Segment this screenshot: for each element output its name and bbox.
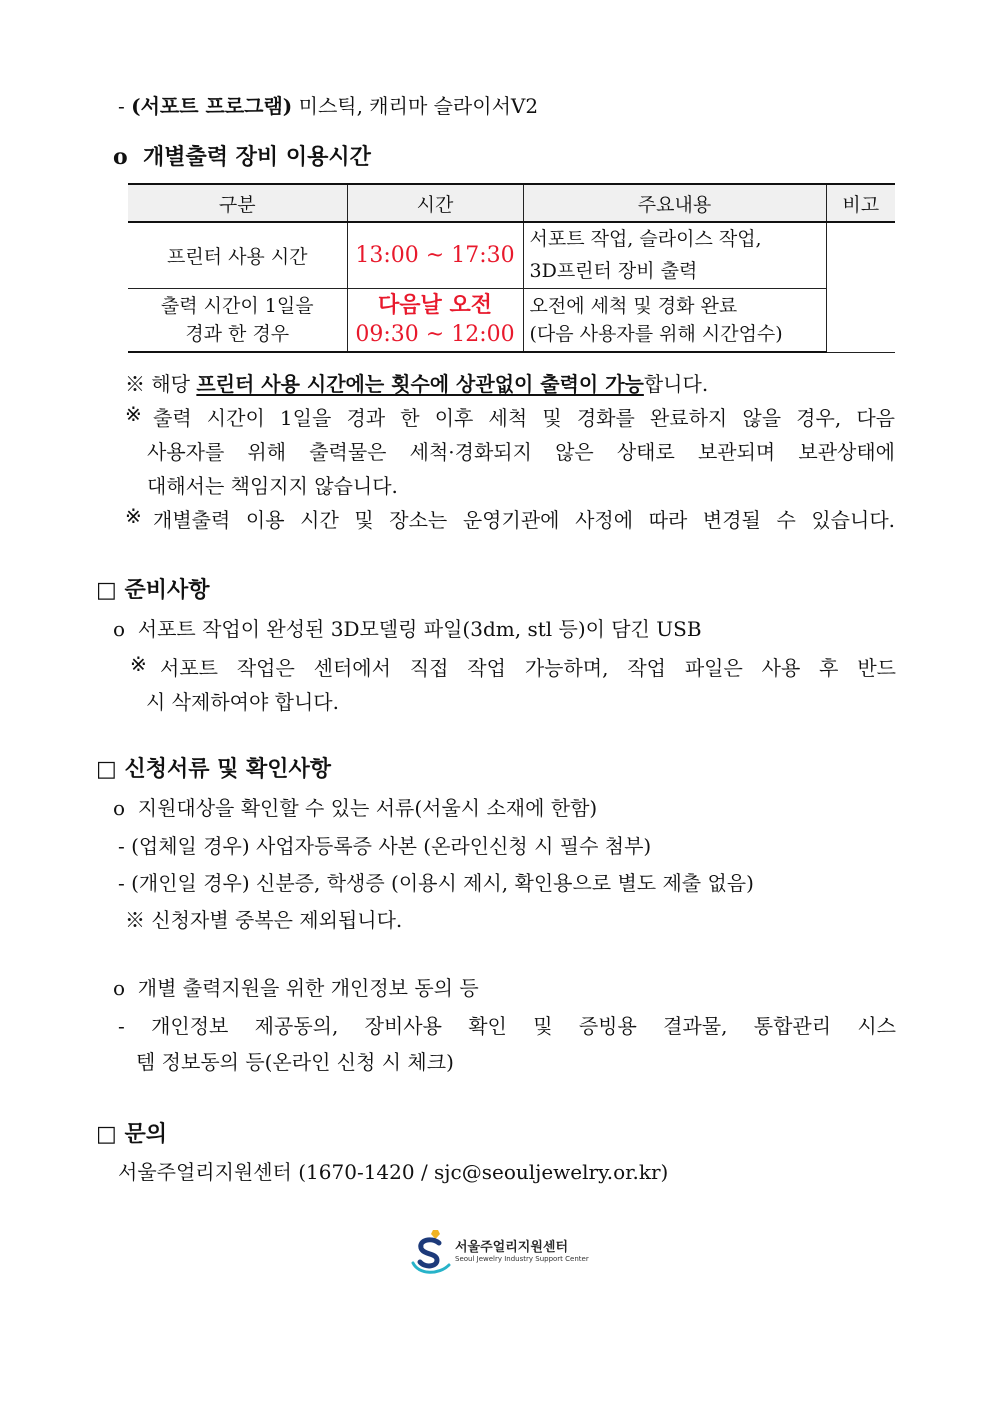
header-content: 주요내용 (523, 184, 826, 222)
row1-category: 프린터 사용 시간 (128, 222, 347, 288)
header-time: 시간 (347, 184, 523, 222)
circle-bullet-icon: o (113, 976, 126, 1000)
documents-item2: o 개별 출력지원을 위한 개인정보 동의 등 (113, 976, 479, 1000)
table-header-row (128, 184, 895, 222)
row2-content: 오전에 세척 및 경화 완료 (다음 사용자를 위해 시간엄수) (523, 288, 826, 352)
preparation-item: o 서포트 작업이 완성된 3D모델링 파일(3dm, stl 등)이 담긴 USB (113, 617, 702, 641)
logo-subtitle: Seoul Jewelry Industry Support Center (455, 1255, 589, 1263)
logo-title: 서울주얼리지원센터 (455, 1240, 569, 1255)
row1-content: 서포트 작업, 슬라이스 작업, 3D프린터 장비 출력 (523, 222, 826, 288)
documents-sub2: - (개인일 경우) 신분증, 학생증 (이용시 제시, 확인용으로 별도 제출 없음) (118, 871, 754, 895)
documents-heading: □ 신청서류 및 확인사항 (96, 756, 332, 782)
schedule-heading: o 개별출력 장비 이용시간 (113, 144, 371, 170)
contact-heading: □ 문의 (96, 1121, 167, 1147)
preparation-heading: □ 준비사항 (96, 577, 210, 603)
support-program-label: (서포트 프로그램) (131, 94, 293, 118)
jewelry-s-logo-icon (409, 1227, 453, 1277)
note-emphasis: 프린터 사용 시간에는 횟수에 상관없이 출력이 가능 (196, 372, 644, 396)
table-row (128, 222, 895, 288)
documents-note: ※ 신청자별 중복은 제외됩니다. (125, 908, 403, 932)
circle-bullet-icon: o (113, 796, 126, 820)
row2-category: 출력 시간이 1일을 경과 한 경우 (128, 288, 347, 352)
checkbox-square-icon: □ (96, 577, 117, 603)
documents-item1: o 지원대상을 확인할 수 있는 서류(서울시 소재에 한함) (113, 796, 598, 820)
circle-bullet-icon: o (113, 617, 126, 641)
checkbox-square-icon: □ (96, 756, 117, 782)
documents-sub1: - (업체일 경우) 사업자등록증 사본 (온라인신청 시 필수 첨부) (118, 834, 652, 858)
circle-bullet-icon: o (113, 144, 128, 170)
support-program-line: - (서포트 프로그램) 미스틱, 캐리마 슬라이서V2 (118, 94, 539, 118)
header-category: 구분 (128, 184, 347, 222)
checkbox-square-icon: □ (96, 1121, 117, 1147)
note-usage: ※ 해당 프린터 사용 시간에는 횟수에 상관없이 출력이 가능합니다. (125, 372, 709, 396)
table-row (128, 288, 895, 352)
row1-time: 13:00 ~ 17:30 (347, 222, 523, 288)
header-note: 비고 (826, 184, 895, 222)
center-logo (409, 1227, 589, 1277)
contact-text: 서울주얼리지원센터 (1670-1420 / sjc@seouljewelry.or.kr) (118, 1160, 669, 1184)
note-cell (826, 222, 895, 352)
schedule-table (128, 183, 895, 353)
row2-time: 다음날 오전 09:30 ~ 12:00 (347, 288, 523, 352)
